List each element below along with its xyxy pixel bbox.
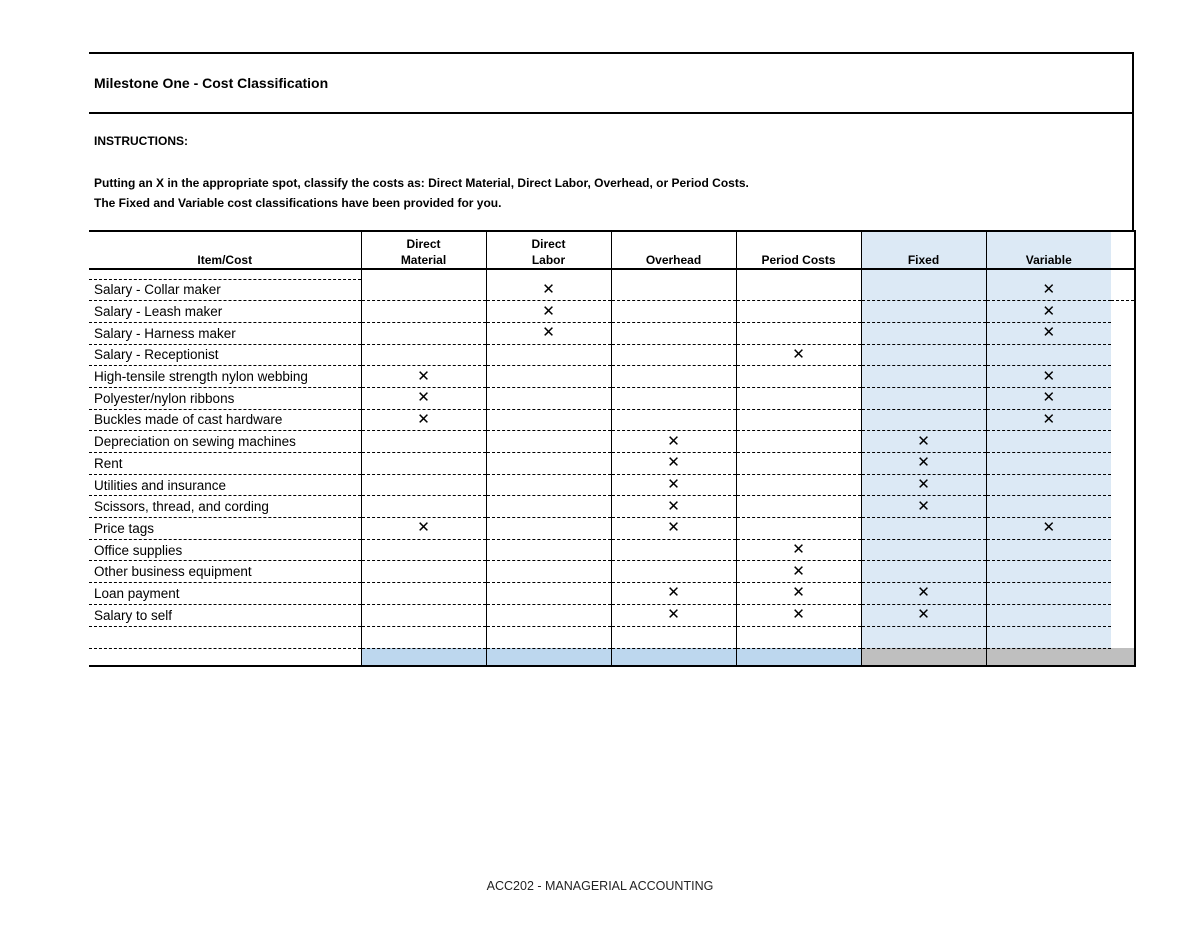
variable-cell[interactable] [986, 496, 1111, 518]
x-mark-icon: ✕ [1042, 324, 1056, 342]
variable-cell[interactable] [986, 366, 1111, 388]
x-mark-icon: ✕ [667, 584, 680, 602]
item-cost-cell: Salary - Leash maker [89, 301, 361, 323]
direct-material-cell[interactable] [361, 496, 486, 518]
direct-material-cell[interactable] [361, 518, 486, 540]
item-cost-cell: Price tags [89, 518, 361, 540]
item-cost-cell: Polyester/nylon ribbons [89, 387, 361, 409]
fixed-cell[interactable] [861, 301, 986, 323]
table-row [89, 322, 1135, 344]
direct-labor-cell[interactable] [486, 604, 611, 626]
direct-labor-cell[interactable] [486, 539, 611, 561]
x-mark-icon: ✕ [667, 476, 680, 494]
direct-labor-cell[interactable] [486, 301, 611, 323]
item-cost-cell: Office supplies [89, 539, 361, 561]
period-costs-cell[interactable] [736, 344, 861, 366]
blank-cell[interactable] [986, 626, 1111, 648]
fixed-cell[interactable] [861, 431, 986, 453]
item-cost-cell: Utilities and insurance [89, 474, 361, 496]
x-mark-icon: ✕ [1042, 280, 1056, 298]
overhead-cell[interactable] [611, 344, 736, 366]
table-row [89, 409, 1135, 431]
x-mark-icon: ✕ [542, 302, 555, 320]
fixed-cell[interactable] [861, 344, 986, 366]
direct-material-cell[interactable] [361, 431, 486, 453]
fixed-cell[interactable] [861, 604, 986, 626]
variable-cell[interactable] [986, 453, 1111, 475]
table-row [89, 561, 1135, 583]
item-cost-cell: Rent [89, 453, 361, 475]
variable-cell[interactable] [986, 322, 1111, 344]
x-mark-icon: ✕ [917, 497, 930, 515]
period-costs-cell[interactable] [736, 279, 861, 301]
fixed-cell[interactable] [861, 322, 986, 344]
x-mark-icon: ✕ [667, 497, 680, 515]
overhead-cell[interactable] [611, 518, 736, 540]
fixed-cell[interactable] [861, 453, 986, 475]
variable-cell[interactable] [986, 604, 1111, 626]
overhead-cell[interactable] [611, 409, 736, 431]
blank-row [89, 626, 1135, 648]
x-mark-icon: ✕ [792, 345, 805, 363]
row-edge [1111, 366, 1135, 388]
direct-material-cell[interactable] [361, 279, 486, 301]
direct-labor-cell[interactable] [486, 474, 611, 496]
x-mark-icon: ✕ [1042, 410, 1056, 428]
total-cell [861, 648, 986, 666]
table-row [89, 539, 1135, 561]
table-row [89, 387, 1135, 409]
x-mark-icon: ✕ [417, 389, 430, 407]
row-edge [1111, 344, 1135, 366]
row-edge [1111, 583, 1135, 605]
period-costs-cell[interactable] [736, 518, 861, 540]
x-mark-icon: ✕ [1042, 302, 1056, 320]
x-mark-icon: ✕ [917, 606, 930, 624]
row-edge [1111, 648, 1135, 666]
table-row [89, 344, 1135, 366]
total-cell [736, 648, 861, 666]
direct-labor-cell[interactable] [486, 518, 611, 540]
header-direct-labor [486, 231, 611, 269]
row-edge [1111, 518, 1135, 540]
item-cost-cell: Scissors, thread, and cording [89, 496, 361, 518]
instructions-heading: INSTRUCTIONS: [94, 134, 188, 148]
x-mark-icon: ✕ [792, 606, 805, 624]
period-costs-cell[interactable] [736, 496, 861, 518]
direct-material-cell[interactable] [361, 561, 486, 583]
table-row [89, 474, 1135, 496]
row-edge [1111, 431, 1135, 453]
header-variable: Variable [986, 231, 1111, 269]
spacer-row [89, 269, 1135, 279]
table-row [89, 453, 1135, 475]
fixed-cell[interactable] [861, 474, 986, 496]
variable-cell[interactable] [986, 279, 1111, 301]
variable-cell[interactable] [986, 474, 1111, 496]
direct-labor-cell[interactable] [486, 496, 611, 518]
period-costs-cell[interactable] [736, 431, 861, 453]
period-costs-cell[interactable] [736, 322, 861, 344]
header-overhead: Overhead [611, 231, 736, 269]
row-edge [1111, 561, 1135, 583]
table-body [89, 269, 1135, 666]
fixed-cell[interactable] [861, 366, 986, 388]
direct-labor-cell[interactable] [486, 344, 611, 366]
x-mark-icon: ✕ [542, 280, 555, 298]
overhead-cell[interactable] [611, 322, 736, 344]
fixed-cell[interactable] [861, 561, 986, 583]
row-edge [1111, 626, 1135, 648]
overhead-cell[interactable] [611, 453, 736, 475]
period-costs-cell[interactable] [736, 561, 861, 583]
header-fixed: Fixed [861, 231, 986, 269]
total-cell [486, 648, 611, 666]
x-mark-icon: ✕ [792, 541, 805, 559]
row-edge [1111, 279, 1135, 301]
overhead-cell[interactable] [611, 431, 736, 453]
instructions-line-1: Putting an X in the appropriate spot, classify the costs as: Direct Material, Direct Labor, Overhead, or Period Costs. [94, 176, 749, 190]
item-cost-cell: Buckles made of cast hardware [89, 409, 361, 431]
item-cost-cell: Salary to self [89, 604, 361, 626]
x-mark-icon: ✕ [917, 432, 930, 450]
overhead-cell[interactable] [611, 539, 736, 561]
period-costs-cell[interactable] [736, 409, 861, 431]
period-costs-cell[interactable] [736, 301, 861, 323]
fixed-cell[interactable] [861, 279, 986, 301]
table-row [89, 496, 1135, 518]
direct-labor-cell[interactable] [486, 453, 611, 475]
item-cost-cell: Salary - Receptionist [89, 344, 361, 366]
table-row [89, 431, 1135, 453]
header-edge [1111, 231, 1135, 269]
overhead-cell[interactable] [611, 583, 736, 605]
header-item-cost: Item/Cost [89, 231, 361, 269]
period-costs-cell[interactable] [736, 387, 861, 409]
total-cell [361, 648, 486, 666]
table-row [89, 583, 1135, 605]
overhead-cell[interactable] [611, 561, 736, 583]
row-edge [1111, 301, 1135, 323]
variable-cell[interactable] [986, 561, 1111, 583]
overhead-cell[interactable] [611, 301, 736, 323]
table-row [89, 518, 1135, 540]
blank-cell[interactable] [361, 626, 486, 648]
direct-labor-cell[interactable] [486, 583, 611, 605]
table-row [89, 604, 1135, 626]
cost-classification-sheet [89, 52, 1134, 667]
overhead-cell[interactable] [611, 496, 736, 518]
row-edge [1111, 322, 1135, 344]
x-mark-icon: ✕ [917, 476, 930, 494]
fixed-cell[interactable] [861, 583, 986, 605]
row-edge [1111, 496, 1135, 518]
period-costs-cell[interactable] [736, 453, 861, 475]
header-period-costs: Period Costs [736, 231, 861, 269]
total-cell [611, 648, 736, 666]
item-cost-cell: Loan payment [89, 583, 361, 605]
direct-material-cell[interactable] [361, 583, 486, 605]
x-mark-icon: ✕ [917, 454, 930, 472]
x-mark-icon: ✕ [1042, 389, 1056, 407]
item-cost-cell: Other business equipment [89, 561, 361, 583]
instructions-block [89, 114, 1134, 230]
variable-cell[interactable] [986, 583, 1111, 605]
x-mark-icon: ✕ [542, 324, 555, 342]
direct-labor-cell[interactable] [486, 322, 611, 344]
direct-material-cell[interactable] [361, 604, 486, 626]
overhead-cell[interactable] [611, 604, 736, 626]
table-row [89, 279, 1135, 301]
direct-material-cell[interactable] [361, 453, 486, 475]
blank-cell[interactable] [486, 626, 611, 648]
item-cost-cell: Salary - Collar maker [89, 279, 361, 301]
row-edge [1111, 604, 1135, 626]
header-direct-labor-line1: Direct [531, 237, 566, 251]
variable-cell[interactable] [986, 387, 1111, 409]
item-cost-cell: High-tensile strength nylon webbing [89, 366, 361, 388]
variable-cell[interactable] [986, 301, 1111, 323]
fixed-cell[interactable] [861, 518, 986, 540]
header-direct-material [361, 231, 486, 269]
overhead-cell[interactable] [611, 387, 736, 409]
fixed-cell[interactable] [861, 387, 986, 409]
x-mark-icon: ✕ [917, 584, 930, 602]
period-costs-cell[interactable] [736, 366, 861, 388]
x-mark-icon: ✕ [667, 606, 680, 624]
blank-cell[interactable] [736, 626, 861, 648]
row-edge [1111, 387, 1135, 409]
fixed-cell[interactable] [861, 409, 986, 431]
header-direct-material-line2: Material [400, 253, 447, 267]
direct-material-cell[interactable] [361, 539, 486, 561]
direct-labor-cell[interactable] [486, 387, 611, 409]
direct-material-cell[interactable] [361, 322, 486, 344]
direct-material-cell[interactable] [361, 409, 486, 431]
x-mark-icon: ✕ [417, 410, 430, 428]
variable-cell[interactable] [986, 344, 1111, 366]
sheet-title: Milestone One - Cost Classification [89, 52, 1134, 114]
direct-labor-cell[interactable] [486, 409, 611, 431]
page-footer: ACC202 - MANAGERIAL ACCOUNTING [486, 879, 714, 893]
direct-material-cell[interactable] [361, 387, 486, 409]
item-cost-cell: Salary - Harness maker [89, 322, 361, 344]
x-mark-icon: ✕ [792, 584, 805, 602]
overhead-cell[interactable] [611, 366, 736, 388]
total-cell [986, 648, 1111, 666]
row-edge [1111, 474, 1135, 496]
x-mark-icon: ✕ [1042, 367, 1056, 385]
variable-cell[interactable] [986, 539, 1111, 561]
table-row [89, 301, 1135, 323]
overhead-cell[interactable] [611, 279, 736, 301]
x-mark-icon: ✕ [667, 432, 680, 450]
header-direct-material-line1: Direct [406, 237, 441, 251]
variable-cell[interactable] [986, 431, 1111, 453]
x-mark-icon: ✕ [1042, 519, 1056, 537]
direct-material-cell[interactable] [361, 301, 486, 323]
blank-cell[interactable] [611, 626, 736, 648]
overhead-cell[interactable] [611, 474, 736, 496]
variable-cell[interactable] [986, 409, 1111, 431]
direct-labor-cell[interactable] [486, 279, 611, 301]
direct-labor-cell[interactable] [486, 366, 611, 388]
classification-table [89, 230, 1136, 667]
x-mark-icon: ✕ [792, 562, 805, 580]
direct-labor-cell[interactable] [486, 431, 611, 453]
x-mark-icon: ✕ [667, 519, 680, 537]
instructions-line-2: The Fixed and Variable cost classifications have been provided for you. [94, 196, 502, 210]
x-mark-icon: ✕ [417, 367, 430, 385]
x-mark-icon: ✕ [667, 454, 680, 472]
x-mark-icon: ✕ [417, 519, 430, 537]
row-edge [1111, 539, 1135, 561]
header-direct-labor-line2: Labor [531, 253, 566, 267]
period-costs-cell[interactable] [736, 474, 861, 496]
direct-material-cell[interactable] [361, 366, 486, 388]
totals-row [89, 648, 1135, 666]
blank-item-cell [89, 626, 361, 648]
table-row [89, 366, 1135, 388]
period-costs-cell[interactable] [736, 604, 861, 626]
period-costs-cell[interactable] [736, 583, 861, 605]
item-cost-cell: Depreciation on sewing machines [89, 431, 361, 453]
variable-cell[interactable] [986, 518, 1111, 540]
blank-cell[interactable] [861, 626, 986, 648]
header-row [89, 231, 1135, 269]
direct-material-cell[interactable] [361, 474, 486, 496]
fixed-cell[interactable] [861, 539, 986, 561]
row-edge [1111, 409, 1135, 431]
row-edge [1111, 453, 1135, 475]
direct-material-cell[interactable] [361, 344, 486, 366]
period-costs-cell[interactable] [736, 539, 861, 561]
totals-item-cell [89, 648, 361, 666]
direct-labor-cell[interactable] [486, 561, 611, 583]
fixed-cell[interactable] [861, 496, 986, 518]
